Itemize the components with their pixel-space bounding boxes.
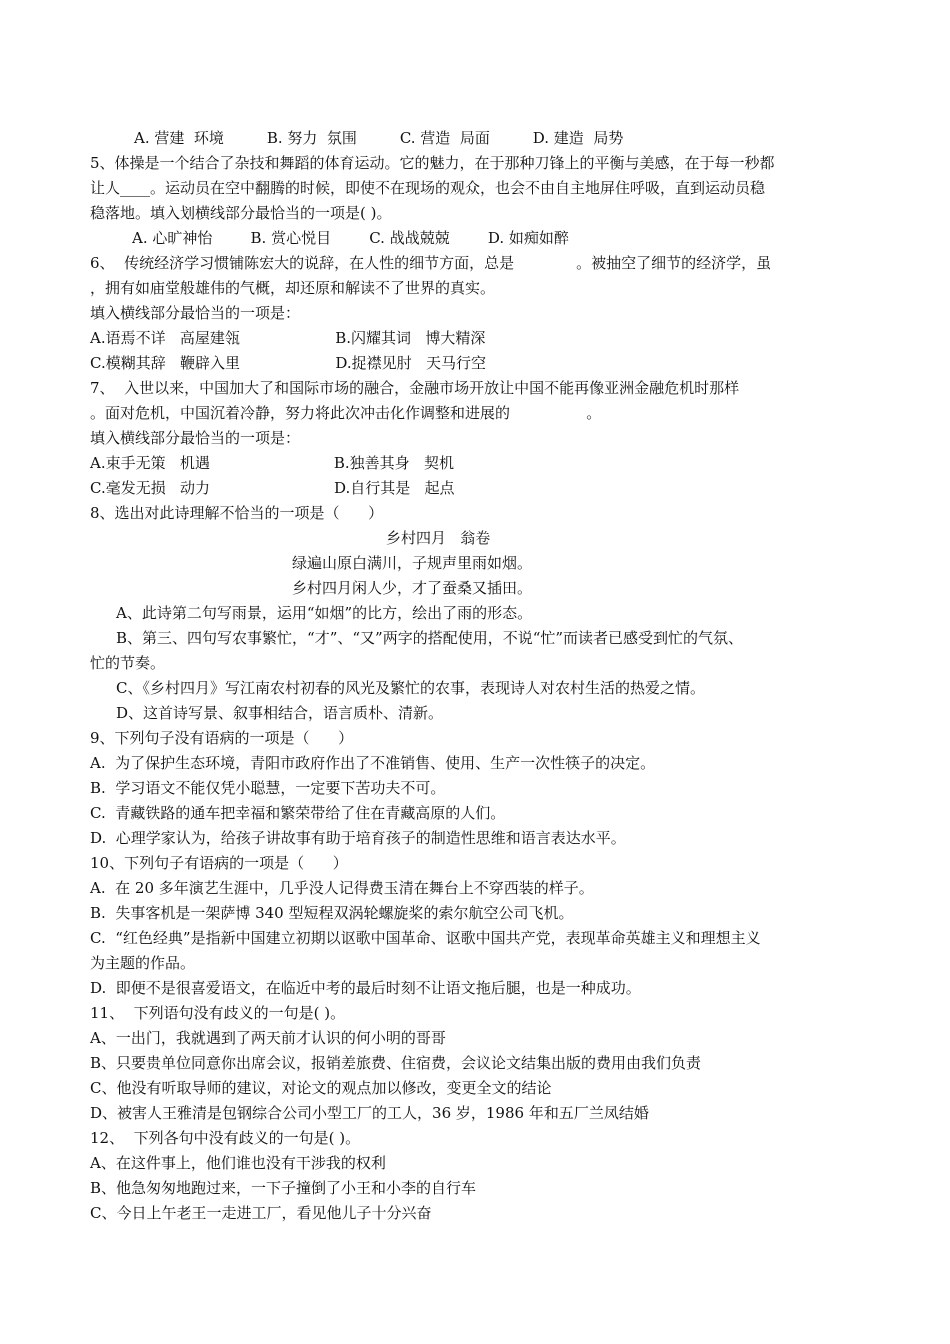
q12-stem: 12、 下列各句中没有歧义的一句是( )。 (90, 1129, 361, 1147)
q8-option-d: D、这首诗写景、叙事相结合，语言质朴、清新。 (116, 704, 444, 722)
q9-option-c: C. 青藏铁路的通车把幸福和繁荣带给了住在青藏高原的人们。 (90, 804, 506, 822)
q10-option-a: A. 在 20 多年演艺生涯中，几乎没人记得费玉清在舞台上不穿西装的样子。 (90, 879, 594, 897)
q7-stem-line2: 。面对危机，中国沉着冷静，努力将此次冲击化作调整和进展的 。 (90, 404, 602, 422)
q10-option-d: D. 即便不是很喜爱语文，在临近中考的最后时刻不让语文拖后腿，也是一种成功。 (90, 979, 641, 997)
q8-option-b-line1: B、第三、四句写农事繁忙，“才”、“又”两字的搭配使用，不说“忙”而读者已感受到忙的气氛、 (116, 629, 744, 647)
q12-option-b: B、他急匆匆地跑过来，一下子撞倒了小王和小李的自行车 (90, 1179, 477, 1197)
q6-options-ab: A.语焉不详 高屋建瓴 B.闪耀其词 博大精深 (90, 329, 486, 347)
q11-stem: 11、 下列语句没有歧义的一句是( )。 (90, 1004, 346, 1022)
q11-option-d: D、被害人王雅清是包钢综合公司小型工厂的工人，36 岁，1986 年和五厂兰凤结婚 (90, 1104, 649, 1122)
q9-option-b: B. 学习语文不能仅凭小聪慧，一定要下苦功夫不可。 (90, 779, 446, 797)
q7-prompt: 填入横线部分最恰当的一项是： (90, 429, 301, 447)
q8-stem: 8、选出对此诗理解不恰当的一项是（ ） (90, 504, 384, 522)
q11-option-c: C、他没有听取导师的建议，对论文的观点加以修改，变更全文的结论 (90, 1079, 552, 1097)
q10-option-c-line1: C. “红色经典”是指新中国建立初期以讴歌中国革命、讴歌中国共产党，表现革命英雄主义和理想主义 (90, 929, 761, 947)
q5-options: A. 心旷神怡 B. 赏心悦目 C. 战战兢兢 D. 如痴如醉 (132, 229, 569, 247)
q5-stem-line3: 稳落地。填入划横线部分最恰当的一项是( )。 (90, 204, 392, 222)
q8-option-a: A、此诗第二句写雨景，运用“如烟”的比方，绘出了雨的形态。 (116, 604, 533, 622)
q7-options-ab: A.束手无策 机遇 B.独善其身 契机 (90, 454, 454, 472)
q6-stem-line2: ，拥有如庙堂般雄伟的气概，却还原和解读不了世界的真实。 (90, 279, 496, 297)
q5-stem-line2: 让人____。运动员在空中翻腾的时候，即使不在现场的观众，也会不由自主地屏住呼吸，直到运动员稳 (90, 179, 766, 197)
q7-options-cd: C.毫发无损 动力 D.自行其是 起点 (90, 479, 455, 497)
q6-stem-line1: 6、 传统经济学习惯铺陈宏大的说辞，在人性的细节方面，总是 。被抽空了细节的经济学，虽 (90, 254, 772, 272)
q7-stem-line1: 7、 入世以来，中国加大了和国际市场的融合，金融市场开放让中国不能再像亚洲金融危机时那样 (90, 379, 740, 397)
q11-option-a: A、一出门，我就遇到了两天前才认识的何小明的哥哥 (90, 1029, 446, 1047)
q12-option-a: A、在这件事上，他们谁也没有干涉我的权利 (90, 1154, 386, 1172)
q4-options: A. 营建 环境 B. 努力 氛围 C. 营造 局面 D. 建造 局势 (134, 129, 624, 147)
q9-option-d: D. 心理学家认为，给孩子讲故事有助于培育孩子的制造性思维和语言表达水平。 (90, 829, 626, 847)
q12-option-c: C、今日上午老王一走进工厂，看见他儿子十分兴奋 (90, 1204, 432, 1222)
poem-line1: 绿遍山原白满川，子规声里雨如烟。 (292, 554, 533, 572)
q6-prompt: 填入横线部分最恰当的一项是： (90, 304, 301, 322)
q10-option-c-line2: 为主题的作品。 (90, 954, 196, 972)
q11-option-b: B、只要贵单位同意你出席会议，报销差旅费、住宿费，会议论文结集出版的费用由我们负责 (90, 1054, 702, 1072)
q10-option-b: B. 失事客机是一架萨博 340 型短程双涡轮螺旋桨的索尔航空公司飞机。 (90, 904, 574, 922)
q8-option-b-line2: 忙的节奏。 (90, 654, 166, 672)
poem-title: 乡村四月 翁卷 (386, 529, 491, 547)
q10-stem: 10、下列句子有语病的一项是（ ） (90, 854, 348, 872)
q5-stem-line1: 5、体操是一个结合了杂技和舞蹈的体育运动。它的魅力，在于那种刀锋上的平衡与美感，在于每一秒都 (90, 154, 775, 172)
q6-options-cd: C.模糊其辞 鞭辟入里 D.捉襟见肘 天马行空 (90, 354, 486, 372)
q8-option-c: C、《乡村四月》写江南农村初春的风光及繁忙的农事，表现诗人对农村生活的热爱之情。 (116, 679, 705, 697)
q9-option-a: A. 为了保护生态环境，青阳市政府作出了不准销售、使用、生产一次性筷子的决定。 (90, 754, 656, 772)
q9-stem: 9、下列句子没有语病的一项是（ ） (90, 729, 354, 747)
poem-line2: 乡村四月闲人少，才了蚕桑又插田。 (292, 579, 533, 597)
